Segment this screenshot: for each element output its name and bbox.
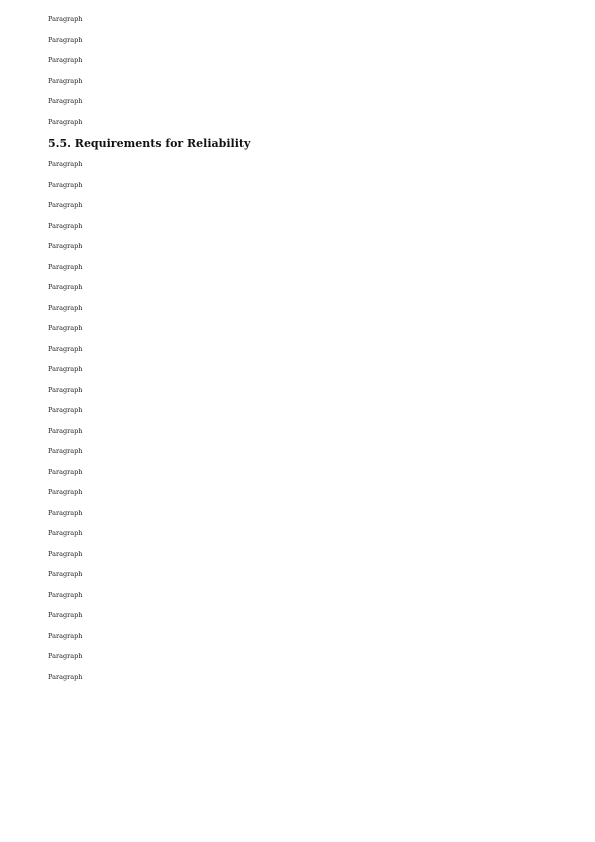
paragraph: Paragraph (48, 15, 83, 23)
paragraph: Paragraph (48, 303, 83, 312)
paragraph: Paragraph (48, 56, 83, 64)
paragraph: Paragraph (48, 35, 83, 44)
paragraph: Paragraph (48, 447, 83, 455)
paragraph: Paragraph (48, 426, 83, 435)
paragraph: Paragraph (48, 385, 83, 394)
paragraph: Paragraph (48, 344, 83, 353)
paragraph: Paragraph (48, 529, 83, 537)
paragraph: Paragraph (48, 406, 83, 414)
section-before (48, 14, 553, 127)
paragraph: Paragraph (48, 508, 83, 517)
paragraph: Paragraph (48, 76, 83, 85)
paragraph: Paragraph (48, 631, 83, 640)
paragraph: Paragraph (48, 365, 83, 373)
paragraph: Paragraph (48, 611, 83, 619)
paragraph: Paragraph (48, 160, 83, 168)
section-heading: 5.5. Requirements for Reliability (48, 137, 251, 150)
paragraph: Paragraph (48, 549, 83, 558)
section-after (48, 159, 553, 682)
paragraph: Paragraph (48, 590, 83, 599)
paragraph: Paragraph (48, 97, 83, 105)
paragraph: Paragraph (48, 201, 83, 209)
paragraph: Paragraph (48, 570, 83, 578)
paragraph: Paragraph (48, 242, 83, 250)
paragraph: Paragraph (48, 283, 83, 291)
paragraph: Paragraph (48, 467, 83, 476)
paragraph: Paragraph (48, 180, 83, 189)
paragraph: Paragraph (48, 324, 83, 332)
paragraph: Paragraph (48, 262, 83, 271)
paragraph: Paragraph (48, 672, 83, 681)
paragraph: Paragraph (48, 117, 83, 126)
paragraph: Paragraph (48, 488, 83, 496)
paragraph: Paragraph (48, 221, 83, 230)
paragraph: Paragraph (48, 652, 83, 660)
